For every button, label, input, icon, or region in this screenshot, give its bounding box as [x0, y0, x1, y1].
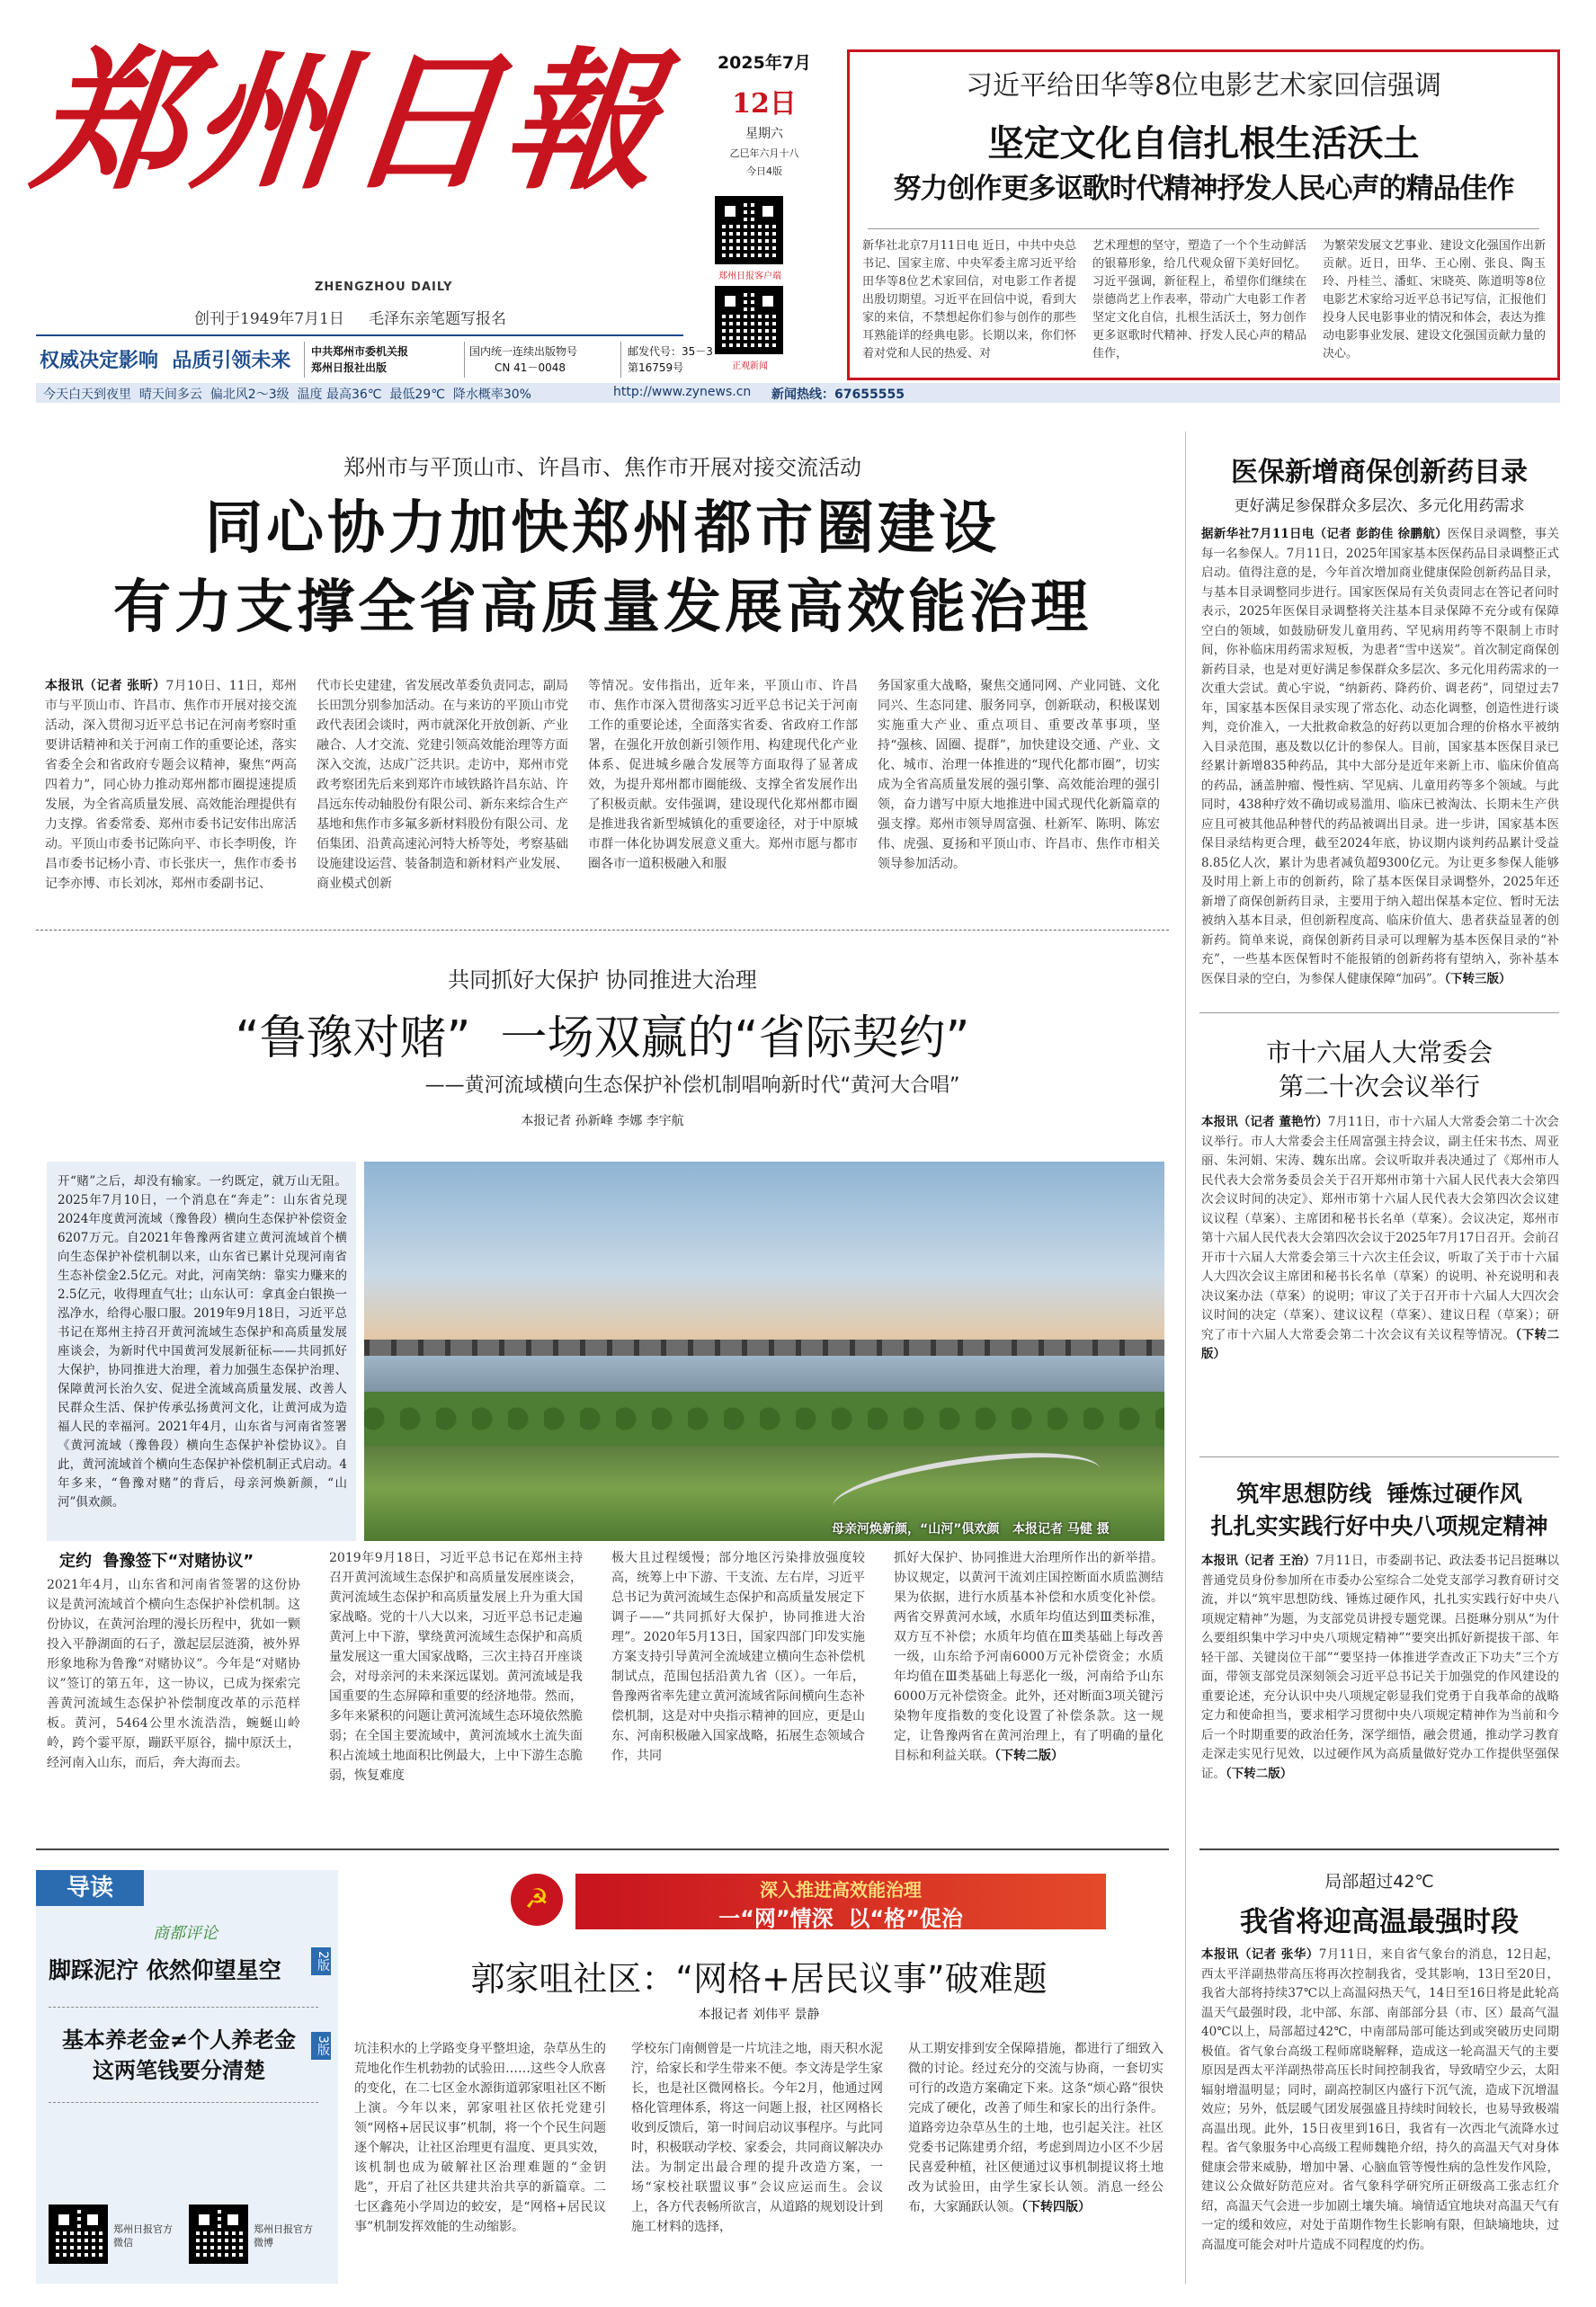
med-title: 医保新增商保创新药目录	[1231, 457, 1528, 488]
photo-caption-text: 母亲河焕新颜，“山河”俱欢颜	[832, 1522, 1000, 1537]
disc-title-1: 筑牢思想防线 锤炼过硬作风	[1236, 1481, 1522, 1507]
top-story-subtitle: 努力创作更多讴歌时代精神抒发人民心声的精品佳作	[893, 173, 1514, 205]
banner-bottom: 一“网”情深 以“格”促治	[718, 1906, 963, 1931]
heat-title: 我省将迎高温最强时段	[1240, 1906, 1519, 1938]
river-col3: 极大且过程缓慢；部分地区污染排放强度较高，统筹上中下游、干支流、左右岸，习近平总书记为黄河流域生态保护和高质量发展定下调子——“共同抓好大保护，协同推进大治理”。2020年5月13日，国家四部门印发实施方案支持引导黄河全流域建立横向生态补偿机制试点，范围包括沿黄九省（区）。一年后，鲁豫两省率先建立黄河流域省际间横向生态补偿机制，这是对中央指示精神的回应，更是山东、河南积极融入国家战略，拓展生态领域合作，共同	[611, 1551, 865, 1763]
lead-byline: 本报讯（记者 张昕）	[45, 679, 166, 693]
heat-kicker: 局部超过42℃	[1324, 1872, 1434, 1892]
disc-body-text: 7月11日，市委副书记、政法委书记吕挺琳以普通党员身份参加所在市委办公室综合二处党支部学习教育研讨交流，并以“筑牢思想防线、锤炼过硬作风，扎扎实实践行好中央八项规定精神”为题，为支部党员讲授专题党课。吕挺琳分别从“为什么要组织集中学习中央八项规定精神”“要突出抓好新提拔干部、年轻干部、关键岗位干部”“要坚持一体推进学查改正下功夫”三个方面，带领支部党员深刻领会习近平总书记关于加强党的作风建设的重要论述，充分认识中央八项规定彰显我们党勇于自我革命的战略定力和使命担当，要求相学习贯彻中央八项规定精神作为当前和今后一个时期重要的政治任务，深学细悟，融会贯通，推动学习教育走深走实见行见效，以过硬作风为高质量做好党办工作提供坚强保证。	[1201, 1554, 1559, 1781]
med-body	[1201, 525, 1559, 1003]
party-emblem-icon: ☭	[511, 1874, 563, 1926]
top-story-col1: 新华社北京7月11日电 近日，中共中央总书记、国家主席、中央军委主席习近平给田华等8位艺术家回信，对电影工作者提出殷切期望。习近平在回信中说，看到大家的来信，不禁想起你们参与创作的那些耳熟能详的经典电影。长期以来，你们怀着对党和人民的热爱、对	[862, 239, 1076, 361]
section-subhead: 定约 鲁豫签下“对赌协议”	[59, 1552, 254, 1571]
issue-weekday: 星期六	[745, 127, 783, 141]
disc-title	[1199, 1478, 1559, 1543]
guide-box	[36, 1870, 338, 2284]
issn-label: 国内统一连续出版物号	[469, 345, 578, 358]
community-title: 郭家咀社区：“网格+居民议事”破难题	[470, 1959, 1048, 1999]
top-story-kicker: 习近平给田华等8位电影艺术家回信强调	[965, 70, 1442, 102]
river-byline: 本报记者 孙新峰 李娜 李宇航	[521, 1114, 684, 1128]
river-title: “鲁豫对赌” 一场双赢的“省际契约”	[235, 1011, 970, 1065]
disc-jump[interactable]: （下转二版）	[1226, 1766, 1293, 1781]
disc-body	[1201, 1552, 1559, 1847]
wechat-label: 郑州日报官方微信	[113, 2223, 173, 2249]
community-byline: 本报记者 刘伟平 景静	[698, 2008, 820, 2022]
app-qr-code[interactable]	[715, 196, 783, 264]
community-banner	[575, 1874, 1106, 1929]
app-label: 郑州日报客户端	[718, 272, 781, 281]
community-col1: 坑洼积水的上学路变身平整坦途，杂草丛生的荒地化作生机勃勃的试验田……这些令人欣喜的变化，在二七区金水源街道郭家咀社区不断上演。今年以来，郭家咀社区依托党建引领“网格+居民议事”机制，将一个个民生问题逐个解决，让社区治理更有温度、更具实效，该机制也成为破解社区治理难题的“金钥匙”，开启了社区共建共治共享的新篇章。二七区鑫苑小学周边的蛟安，是“网格+居民议事”机制发挥效能的生动缩影。	[354, 2042, 606, 2234]
lead-col1-text: 7月10日、11日，郑州市与平顶山市、许昌市、焦作市开展对接交流活动，深入贯彻习近平总书记在河南考察时重要讲话精神和关于河南工作的重要论述，落实省委全会和省政府专题会议精神，聚焦“两高四着力”，同心协力推动郑州都市圈提速提质发展，为全省高质量发展、高效能治理提供有力支撑。省委常委、郑州市委书记安伟出席活动。平顶山市委书记陈向平、市长李明俊，许昌市委书记杨小青、市长张庆一，焦作市委书记李亦博、市长刘冰，郑州市委副书记、	[45, 679, 297, 891]
lead-subtitle: 有力支撑全省高质量发展高效能治理	[113, 575, 1092, 641]
community-col2: 学校东门南侧曾是一片坑洼之地，雨天积水泥泞，给家长和学生带来不便。李文涛是学生家长，也是社区微网格长。今年2月，他通过网格化管理体系，将这一问题上报，社区网格长收到反馈后，第一时间启动议事程序。与此同时，积极联动学校、家委会，共同商议解决办法。为制定出最合理的提升改造方案，一场“家校社联盟议事”会议应运而生。会议上，各方代表畅所欲言，从道路的规划设计到施工材料的选择，	[631, 2042, 883, 2234]
slogan: 权威决定影响 品质引领未来	[40, 350, 291, 372]
founded-date: 创刊于1949年7月1日	[194, 310, 344, 328]
heat-byline: 本报讯（记者 张华）	[1201, 1947, 1319, 1962]
npc-body-text: 7月11日，市十六届人大常委会第二十次会议举行。市人大常委会主任周富强主持会议，副主任宋书杰、周亚丽、朱河娟、宋涛、魏东出席。会议听取并表决通过了《郑州市人民代表大会常务委员会关于召开郑州市第十六届人民代表大会第四次会议时间的决定》、郑州市第十六届人民代表大会第四次会议建议议程（草案）、主席团和秘书长名单（草案）。会议决定，郑州市第十六届人民代表大会第四次会议于2025年7月17日召开。会前召开市十六届人大常委会第三十六次主任会议，听取了关于市十六届人大四次会议主席团和秘书长名单（草案）的说明、补充说明和表决议案办法（草案）的说明；审议了关于召开市十六届人大四次会议时间的决定（草案）、建议议程（草案）、建议日程（草案）；研究了市十六届人大常委会第二十次会议有关议程等情况。	[1201, 1115, 1559, 1342]
news-qr-code[interactable]	[715, 286, 783, 354]
river-water	[364, 1356, 1164, 1392]
npc-body	[1201, 1113, 1559, 1446]
river-photo	[364, 1162, 1164, 1541]
weather-text: 今天白天到夜里 晴天间多云 偏北风2～3级 温度 最高36℃ 最低29℃ 降水概率30%	[43, 387, 531, 402]
weibo-qr-code[interactable]	[189, 2205, 248, 2264]
banner-top: 深入推进高效能治理	[760, 1879, 922, 1901]
guide-item-2-page: 3版	[311, 2032, 331, 2060]
weibo-label: 郑州日报官方微博	[254, 2223, 313, 2249]
website[interactable]: http://www.zynews.cn	[613, 385, 752, 399]
river-kicker: 共同抓好大保护 协同推进大治理	[448, 967, 757, 993]
lead-title: 同心协力加快郑州都市圈建设	[205, 495, 1000, 562]
top-story	[847, 49, 1560, 380]
river-col4-text: 抓好大保护、协同推进大治理所作出的新举措。协议规定，以黄河干流刘庄国控断面水质监测结果为依据，进行水质基本补偿和水质变化补偿。两省交界黄河水域，水质年均值达到Ⅲ类标准，双方互不补偿；水质年均值在Ⅲ类基础上每改善一级，山东给予河南6000万元补偿资金；水质年均值在Ⅲ类基础上每恶化一级，河南给予山东6000万元补偿资金。此外，还对断面3项关键污染物年度指数的变化设置了补偿条款。这一规定，让鲁豫两省在黄河治理上，有了明确的量化目标和利益关联。	[894, 1551, 1164, 1763]
guide-item-1-title[interactable]: 脚踩泥泞 依然仰望星空	[49, 1957, 281, 1983]
issue-year-month: 2025年7月	[717, 53, 812, 73]
npc-byline: 本报讯（记者 董艳竹）	[1201, 1115, 1328, 1129]
news-hotline: 新闻热线：67655555	[771, 387, 905, 402]
page-count: 今日4版	[746, 165, 782, 177]
issue-day: 12日	[732, 88, 797, 120]
top-story-col2: 艺术理想的坚守，塑造了一个个生动鲜活的银幕形象，给几代观众留下美好回忆。习近平强调，新征程上，希望你们继续在崇德尚艺上作表率，带动广大电影工作者坚定文化自信，扎根生活沃土，努力创作更多讴歌时代精神、抒发人民心声的精品佳作，	[1092, 239, 1306, 361]
heat-body	[1201, 1946, 1559, 2280]
sponsor-line: 中共郑州市委机关报	[311, 345, 409, 358]
guide-section: 商都评论	[153, 1924, 218, 1943]
logo-english: ZHENGZHOU DAILY	[315, 281, 453, 294]
top-story-col3: 为繁荣发展文艺事业、建设文化强国作出新贡献。近日，田华、王心刚、张良、陶玉玲、丹桂兰、潘虹、宋晓英、陈道明等8位电影艺术家给习近平总书记写信，汇报他们投身人民电影事业的情况和体会，表达为推动电影事业发展、建设文化强国贡献力量的决心。	[1323, 239, 1546, 361]
disc-title-2: 扎扎实实践行好中央八项规定精神	[1210, 1513, 1548, 1539]
med-subtitle: 更好满足参保群众多层次、多元化用药需求	[1234, 497, 1525, 515]
disc-byline: 本报讯（记者 王治）	[1201, 1554, 1316, 1568]
med-byline: 据新华社7月11日电（记者 彭韵佳 徐鹏航）	[1201, 527, 1448, 541]
lead-col4: 务国家重大战略，聚焦交通同网、产业同链、文化同兴、生态同建、服务同享，创新联动，积极谋划实施重大产业、重点项目、重要改革事项，坚持“强核、固圈、提群”，加快建设交通、产业、文化、城市、治理一体推进的“现代化都市圈”，切实成为全省高质量发展的强引擎、高效能治理的强引领，奋力谱写中原大地推进中国式现代化新篇章的强支撑。郑州市领导周富强、杜新军、陈明、陈宏伟、虎强、夏扬和平顶山市、许昌市、焦作市相关领导参加活动。	[878, 679, 1160, 871]
serial-number: 第16759号	[628, 361, 684, 374]
guide-item-1[interactable]	[49, 1953, 318, 1985]
river-intro-box	[47, 1162, 356, 1541]
lead-col1	[45, 676, 297, 901]
community-col3-text: 从工期安排到安全保障措施，都进行了细致入微的讨论。经过充分的交流与协商，一套切实可行的改造方案确定下来。这条“烦心路”很快完成了硬化，改善了师生和家长的出行条件。道路旁边杂草丛生的土地，也引起关注。社区党委书记陈建勇介绍，考虑到周边小区不少居民喜爱种植，社区便通过议事机制提议将土地改为试验田，由学生家长认领。消息一经公布，大家踊跃认领。	[908, 2042, 1164, 2214]
sponsor-line: 郑州日报社出版	[311, 361, 388, 374]
npc-title-2: 第二十次会议举行	[1278, 1072, 1480, 1101]
lead-kicker: 郑州市与平顶山市、许昌市、焦作市开展对接交流活动	[343, 455, 861, 480]
photo-caption	[832, 1519, 1110, 1537]
lead-col2: 代市长史建建，省发展改革委负责同志，副局长田凯分别参加活动。在与来访的平顶山市党政代表团会谈时，两市就深化开放创新、产业融合、人才交流、党建引领高效能治理等方面深入交流，达成广泛共识。走访中，郑州市党政考察团先后来到郑许市域铁路许昌东站、许昌远东传动轴股份有限公司、新东来综合生产基地和焦作市多氟多新材料股份有限公司、龙佰集团、沿黄高速沁河特大桥等处，考察基础设施建设运营、装备制造和新材料产业发展、商业模式创新	[317, 679, 568, 891]
top-story-title: 坚定文化自信扎根生活沃土	[987, 123, 1420, 165]
tree-line	[364, 1392, 1164, 1446]
news-label: 正观新闻	[732, 361, 768, 371]
guide-item-1-page: 2版	[311, 1947, 331, 1975]
guide-item-2[interactable]	[49, 2025, 309, 2086]
river-jump[interactable]: （下转二版）	[994, 1749, 1064, 1763]
bridge-shape	[364, 1340, 1164, 1356]
heat-body-text: 7月11日，来自省气象台的消息，12日起，西太平洋副热带高压将再次控制我省，受其影响，13日至20日，我省大部将持续37℃以上高温闷热天气，14日至16日将是此轮高温天气最强时段，北中部、东部、南部部分县（市、区）最高气温40℃以上，局部超过42℃，中南部局部可能达到或突破历史同期极值。省气象台高级工程师席晓解释，造成这一轮高温天气的主要原因是西太平洋副热带高压长时间控制我省，导致晴空少云，太阳辐射增温明显；同时，副高控制区内盛行下沉气流，造成下沉增温效应；另外，低层暖气团发展强盛且持续时间较长，也易导致极端高温出现。此外，15日夜里到16日，我省有一次西北气流降水过程。省气象服务中心高级工程师魏艳介绍，持久的高温天气对身体健康会带来威胁，增加中暑、心脑血管等慢性病的急性发作风险，建议公众做好防范应对。省气象科学研究所正研级高工张志红介绍，高温天气会进一步加剧土壤失墒。墒情适宜地块对高温天气有一定的缓和效应，对处于苗期作物生长影响有限，但缺墒地块，过高温度可能会对叶片造成不同程度的灼伤。	[1201, 1947, 1559, 2252]
publication-number	[469, 343, 577, 376]
river-col2: 2019年9月18日，习近平总书记在郑州主持召开黄河流域生态保护和高质量发展座谈会，黄河流域生态保护和高质量发展上升为重大国家战略。党的十八大以来，习近平总书记走遍黄河上中下游，擘绕黄河流域生态保护和高质量发展这一重大国家战略，三次主持召开座谈会，对母亲河的未来深远谋划。黄河流域是我国重要的生态屏障和重要的经济地带。然而，多年来紧积的问题让黄河流域生态环境依然脆弱；在全国主要流域中，黄河流域水土流失面积占流域土地面积比例最大，上中下游生态脆弱，恢复难度	[329, 1551, 583, 1783]
river-intro-text: 开“赌”之后，却没有输家。一约既定，就万山无阻。2025年7月10日，一个消息在“奔走”：山东省兑现2024年度黄河流域（豫鲁段）横向生态保护补偿资金6207万元。自2021年鲁豫两省建立黄河流域首个横向生态保护补偿机制以来，山东省已累计兑现河南省生态补偿金2.5亿元。对此，河南笑纳：靠实力赚来的2.5亿元，收得理直气壮；山东认可：拿真金白银换一泓净水，给得心服口服。2019年9月18日，习近平总书记在郑州主持召开黄河流域生态保护和高质量发展座谈会，为新时代中国黄河发展新征标——共同抓好大保护，协同推进大治理，着力加强生态保护治理、保障黄河长治久安、促进全流域高质量发展、改善人民群众生活、保护传承弘扬黄河文化，让黄河成为造福人民的幸福河。2021年4月，山东省与河南省签署《黄河流域（豫鲁段）横向生态保护补偿协议》。自此，黄河流域首个横向生态保护补偿机制正式启动。4年多来，“鲁豫对赌”的背后，母亲河焕新颜，“山河”俱欢颜。	[58, 1174, 347, 1510]
wechat-qr-code[interactable]	[49, 2205, 108, 2264]
weather-bar	[36, 383, 1560, 403]
guide-item-2-line2[interactable]: 这两笔钱要分清楚	[93, 2058, 265, 2083]
guide-item-2-line1[interactable]: 基本养老金≠个人养老金	[61, 2027, 297, 2053]
community-col3	[908, 2039, 1164, 2280]
med-jump[interactable]: （下转三版）	[1444, 971, 1511, 986]
newspaper-logo: 郑州日報	[26, 32, 672, 210]
guide-label: 导读	[36, 1870, 144, 1906]
cn-number: CN 41－0048	[495, 361, 566, 374]
sponsor	[311, 343, 408, 376]
npc-title	[1199, 1036, 1559, 1104]
community-jump[interactable]: （下转四版）	[1021, 2200, 1091, 2214]
river-col1: 2021年4月，山东省和河南省签署的这份协议是黄河流域首个横向生态保护补偿机制。这份协议，在黄河治理的漫长历程中，犹如一颗投入平静湖面的石子，激起层层涟漪，被外界形象地称为鲁豫“对赌协议”。今年是“对赌协议”签订的第五年，这一协议，已成为探索完善黄河流域生态保护补偿制度改革的示范样板。黄河，5464公里水流浩浩，蜿蜒山岭岭，跨个霎平原，蹦跃平原谷，揣中原沃土，经河南入山东，而后，奔大海而去。	[47, 1578, 300, 1770]
photo-credit: 本报记者 马健 摄	[1012, 1522, 1110, 1537]
river-subtitle: ——黄河流域横向生态保护补偿机制唱响新时代“黄河大合唱”	[424, 1074, 960, 1097]
lunar-date: 乙巳年六月十八	[729, 147, 799, 159]
river-col4	[894, 1548, 1164, 1820]
name-inscription: 毛泽东亲笔题写报名	[369, 310, 506, 328]
npc-jump[interactable]: （下转二版）	[1201, 1327, 1559, 1361]
npc-title-1: 市十六届人大常委会	[1265, 1038, 1493, 1067]
postal-code-value: 邮发代号：35－3	[628, 345, 713, 358]
lead-col3: 等情况。安伟指出，近年来，平顶山市、许昌市、焦作市深入贯彻落实习近平总书记关于河南工作的重要论述，全面落实省委、省政府工作部署，在强化开放创新引领作用、构建现代化产业体系、促进城乡融合发展等方面取得了显著成效，为提升郑州都市圈能级、支撑全省发展作出了积极贡献。安伟强调，建设现代化郑州都市圈是推进我省新型城镇化的重要途径，对于中原城市群一体化协调发展意义重大。郑州市愿与都市圈各市一道积极融入和服	[588, 679, 858, 871]
med-body-text: 医保目录调整，事关每一名参保人。7月11日，2025年国家基本医保药品目录调整正式启动。值得注意的是，今年首次增加商业健康保险创新药品目录，与基本目录调整同步进行。国家医保局有关负责同志在答记者问时表示，2025年医保目录调整将关注基本目录保障不充分或有保障空白的领域，如鼓励研发儿童用药、罕见病用药等不限制上市时间，你补临床用药需求短板，为患者“雪中送炭”。首次制定商保创新药目录，也是对更好满足参保群众多层次、多元化用药需求的一次重大尝试。黄心宇说，“纳新药、降药价、调老药”，同望过去7年，国家基本医保目录实现了常态化、动态化调整，创造性进行谈判，竞价准入，一大批救命救急的好药以更加合理的价格水平被纳入目录范围，惠及数以亿计的参保人。目前，国家基本医保目录已经累计新增835种药品，其中大部分是近年来新上市、临床价值高的药品，涵盖肿瘤、慢性病、罕见病、儿童用药等多个领域。与此同时，438种疗效不确切或易滥用、临床已被淘汰、长期未生产供应且可被其他品种替代的药品被调出目录。进一步讲，国家基本医保目录结构更合理，截至2024年底，协议期内谈判药品累计受益8.85亿人次，累计为患者减负超9300亿元。为让更多参保人能够及时用上新上市的创新药，除了基本医保目录调整外，2025年还新增了商保创新药目录，主要用于纳入超出保基本定位、暂时无法被纳入基本目录，但创新程度高、临床价值大、患者获益显著的创新药。简单来说，商保创新药目录可以理解为基本医保目录的“补充”，一些基本医保暂时不能报销的创新药将有望纳入，弥补基本医保目录的空白，为参保人健康保障“加码”。	[1201, 527, 1559, 986]
